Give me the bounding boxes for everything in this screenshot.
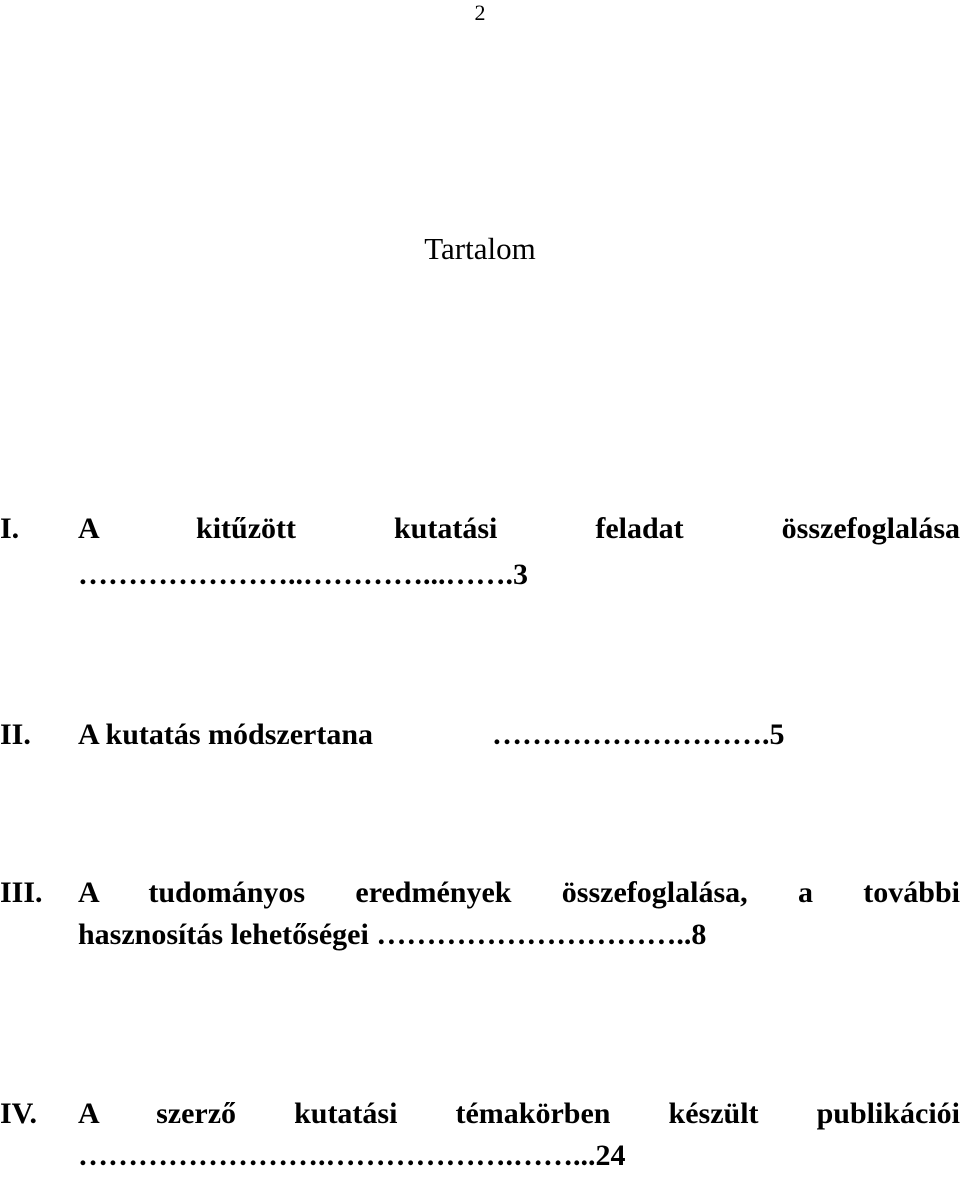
toc-entry-continuation-text: hasznosítás lehetőségei xyxy=(78,918,369,951)
toc-entry[interactable] xyxy=(0,876,960,958)
toc-entry-title: A kutatás módszertana xyxy=(78,718,374,751)
toc-entry-number: III. xyxy=(0,876,43,909)
toc-entry[interactable] xyxy=(0,718,960,758)
toc-entry-leader-page: …………………..…………...…….3 xyxy=(78,558,528,591)
toc-entry-leader-page: …………………….……………….……...24 xyxy=(78,1139,626,1172)
toc-entry-number: II. xyxy=(0,718,31,751)
toc-entry-title: A szerző kutatási témakörben készült publikációi xyxy=(78,1097,960,1130)
page-title: Tartalom xyxy=(424,231,536,266)
toc-entry-number: I. xyxy=(0,512,20,545)
toc-entry-title: A kitűzött kutatási feladat összefoglalása xyxy=(78,512,960,545)
toc-entry-leader-page: ……………………….5 xyxy=(492,718,785,751)
toc-entry[interactable] xyxy=(0,512,960,598)
toc-entry-number: IV. xyxy=(0,1097,37,1130)
toc-entry-title: A tudományos eredmények összefoglalása, a további xyxy=(78,876,960,909)
page-number: 2 xyxy=(474,0,486,25)
toc-entry[interactable] xyxy=(0,1097,960,1179)
toc-entry-leader-page: …………………………..8 xyxy=(376,918,707,951)
toc-entry-title-continuation xyxy=(78,918,706,952)
